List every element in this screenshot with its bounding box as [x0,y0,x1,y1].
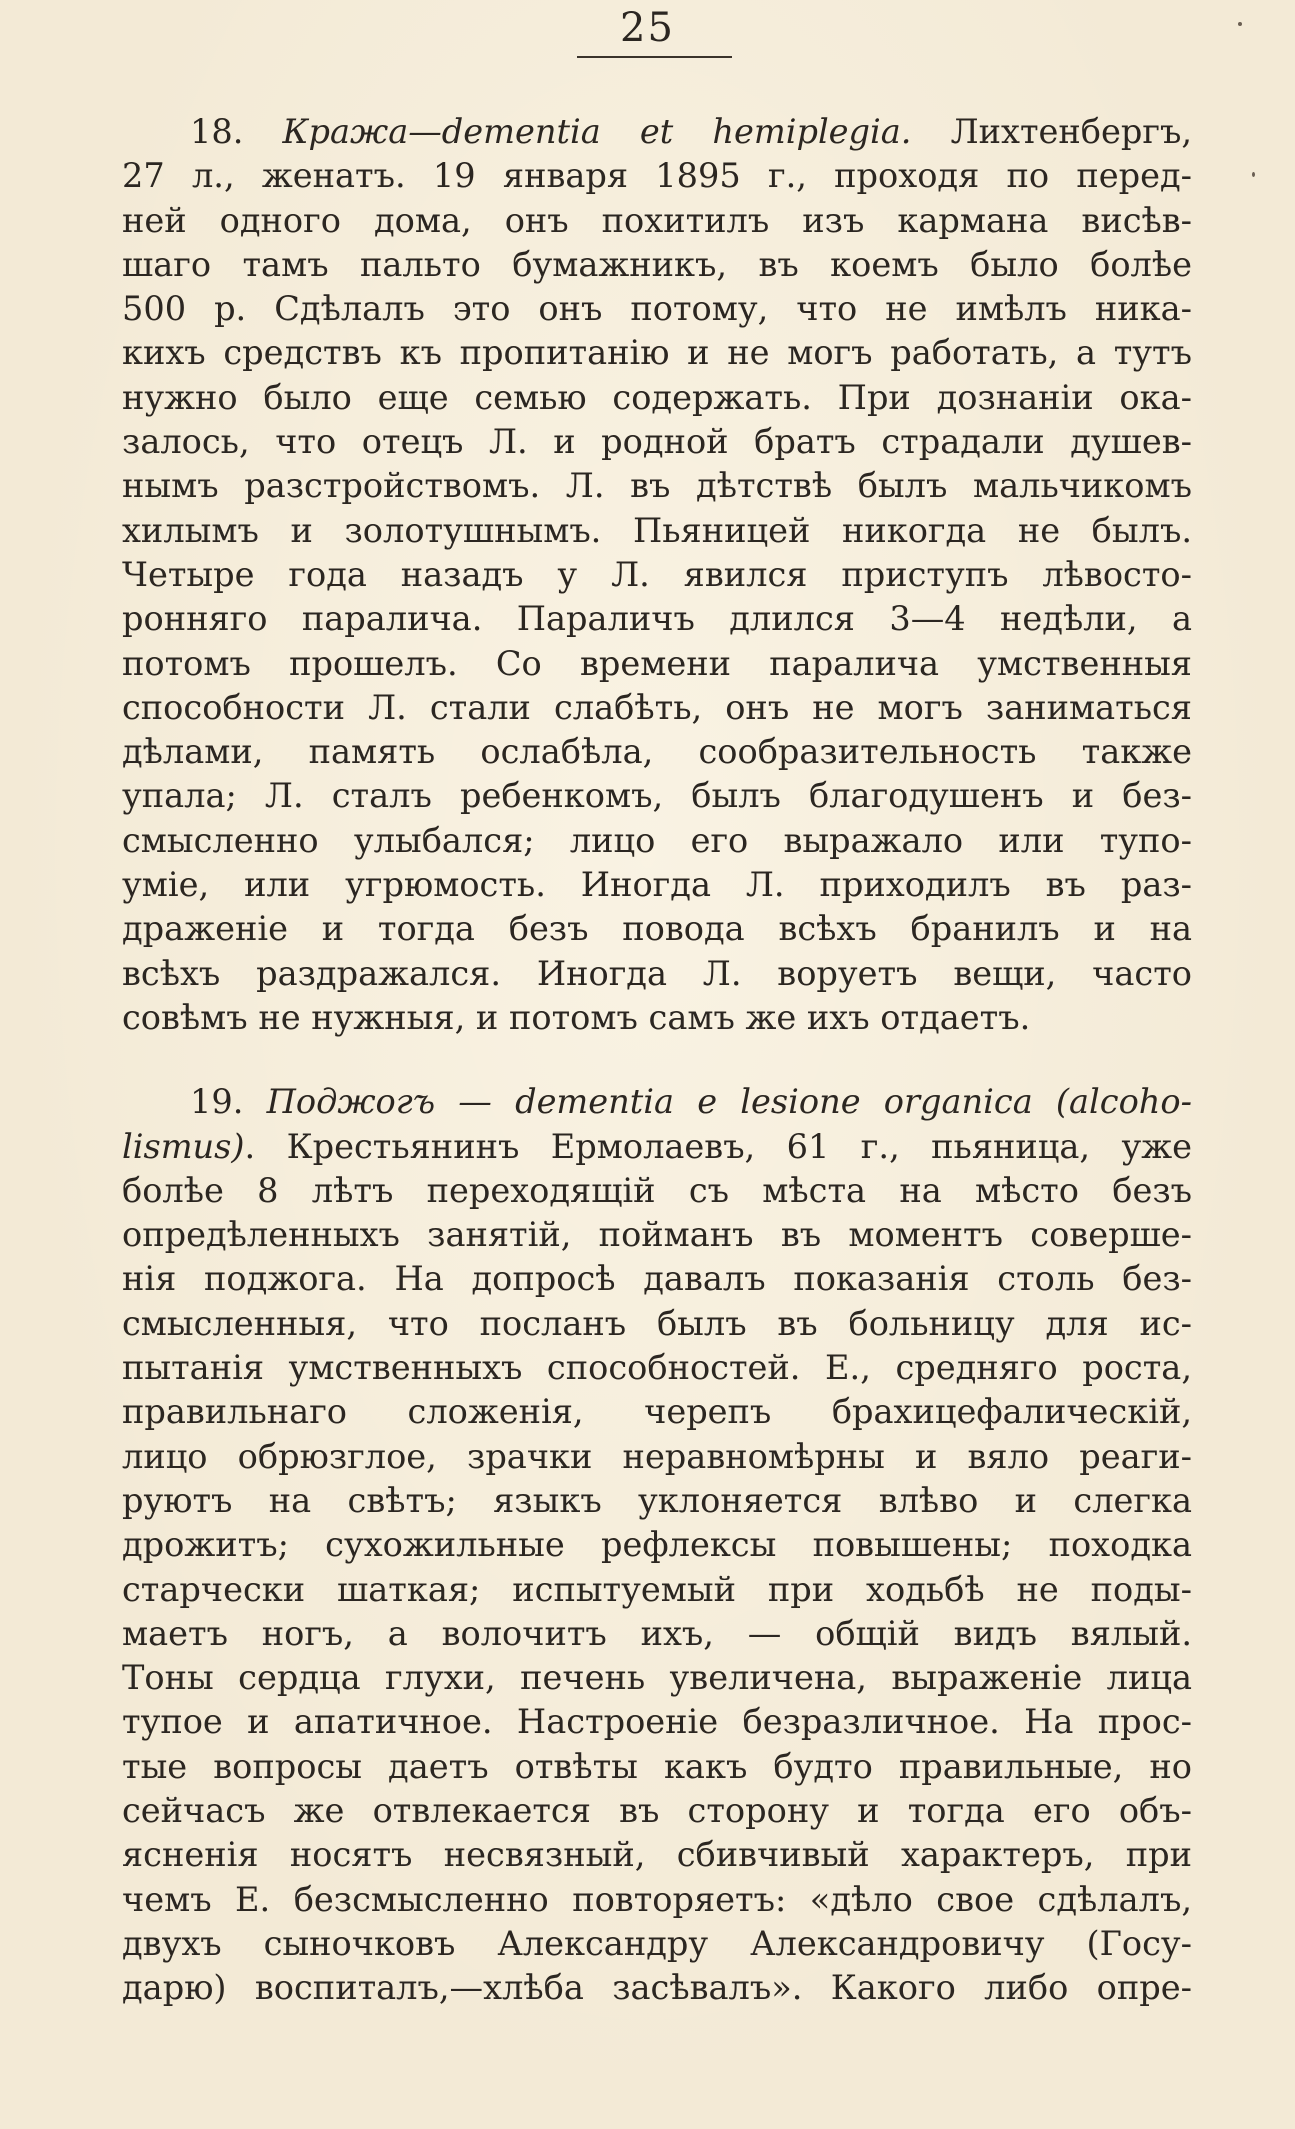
text-line: сейчасъ же отвлекается въ сторону и тогда его объ- [122,1790,1192,1830]
text-line: Четыре года назадъ у Л. явился приступъ лѣвосто- [122,554,1192,594]
text-line: маетъ ногъ, а волочитъ ихъ, — общій видъ вялый. [122,1613,1192,1653]
text-line [122,1125,1192,1169]
paragraph-gap [122,1040,1192,1080]
text-line: ронняго паралича. Параличъ длился 3—4 недѣли, а [122,599,1192,639]
text-line: болѣе 8 лѣтъ переходящій съ мѣста на мѣсто безъ [122,1170,1192,1210]
text-line: 500 р. Сдѣлалъ это онъ потому, что не имѣлъ ника- [122,289,1192,329]
case-19-paragraph [122,1080,1192,2010]
text-line: ней одного дома, онъ похитилъ изъ кармана висѣв- [122,200,1192,240]
text-line: уміе, или угрюмость. Иногда Л. приходилъ въ раз- [122,865,1192,905]
text-line: дарю) воспиталъ,—хлѣба засѣвалъ». Какого либо опре- [122,1968,1192,2008]
text-line: хилымъ и золотушнымъ. Пьяницей никогда не былъ. [122,510,1192,550]
text-line: пытанія умственныхъ способностей. Е., средняго роста, [122,1348,1192,1388]
page-body [122,110,1192,2010]
text-line: драженіе и тогда безъ повода всѣхъ бранилъ и на [122,909,1192,949]
case-heading: Поджогъ — dementia e lesione organica (alcoho- [266,1082,1192,1122]
paper-speck [1252,172,1255,177]
text-line: совѣмъ не нужныя, и потомъ самъ же ихъ отдаетъ. [122,997,1031,1037]
text-line: лицо обрюзглое, зрачки неравномѣрны и вяло реаги- [122,1436,1192,1476]
case-heading: Кража—dementia et hemiplegia. [282,112,912,151]
header-rule [577,56,732,58]
text-line: залось, что отецъ Л. и родной братъ страдали душев- [122,422,1192,462]
text-line: нымъ разстройствомъ. Л. въ дѣтствѣ былъ мальчикомъ [122,466,1192,506]
text-line: руютъ на свѣтъ; языкъ уклоняется влѣво и слегка [122,1480,1192,1520]
text-line: чемъ Е. безсмысленно повторяетъ: «дѣло свое сдѣлалъ, [122,1879,1192,1919]
text-line: нія поджога. На допросѣ давалъ показанія столь без- [122,1259,1192,1299]
text-line: двухъ сыночковъ Александру Александровичу (Госу- [122,1923,1192,1963]
text-line: потомъ прошелъ. Со времени паралича умственныя [122,643,1192,683]
case-18-paragraph [122,110,1192,1040]
paper-speck [1238,22,1242,26]
text-line: правильнаго сложенія, черепъ брахицефалическій, [122,1392,1192,1432]
text-line: тупое и апатичное. Настроеніе безразличное. На прос- [122,1702,1192,1742]
text-line: упала; Л. сталъ ребенкомъ, былъ благодушенъ и без- [122,776,1192,816]
text-line: Тоны сердца глухи, печень увеличена, выраженіе лица [122,1658,1192,1698]
text-line: шаго тамъ пальто бумажникъ, въ коемъ было болѣе [122,244,1192,284]
text-line: всѣхъ раздражался. Иногда Л. воруетъ вещи, часто [122,953,1192,993]
text-line: старчески шаткая; испытуемый при ходьбѣ не поды- [122,1569,1192,1609]
text-line: смысленно улыбался; лицо его выражало или тупо- [122,820,1192,860]
text-line: ясненія носятъ несвязный, сбивчивый характеръ, при [122,1835,1192,1875]
text-line: 27 л., женатъ. 19 января 1895 г., проходя по перед- [122,156,1192,196]
page-number: 25 [620,5,675,51]
text-line: опредѣленныхъ занятій, пойманъ въ моментъ соверше- [122,1215,1192,1255]
text-line: смысленныя, что посланъ былъ въ больницу для ис- [122,1303,1192,1343]
text-line: кихъ средствъ къ пропитанію и не могъ работать, а тутъ [122,333,1192,373]
case-number: 18. [190,112,283,151]
text-line: нужно было еще семью содержать. При дознаніи ока- [122,377,1192,417]
text-line [122,110,1192,154]
text-run: Лихтенбергъ, [911,112,1192,151]
text-line [122,1080,1192,1124]
text-line: дѣлами, память ослабѣла, сообразительность также [122,732,1192,772]
text-run: . Крестьянинъ Ермолаевъ, 61 г., пьяница, уже [244,1126,1192,1166]
case-number: 19. [190,1082,267,1122]
text-line: дрожитъ; сухожильные рефлексы повышены; походка [122,1525,1192,1565]
text-line: способности Л. стали слабѣть, онъ не могъ заниматься [122,687,1192,727]
text-line: тые вопросы даетъ отвѣты какъ будто правильные, но [122,1746,1192,1786]
case-heading-continued: lismus) [122,1126,245,1166]
